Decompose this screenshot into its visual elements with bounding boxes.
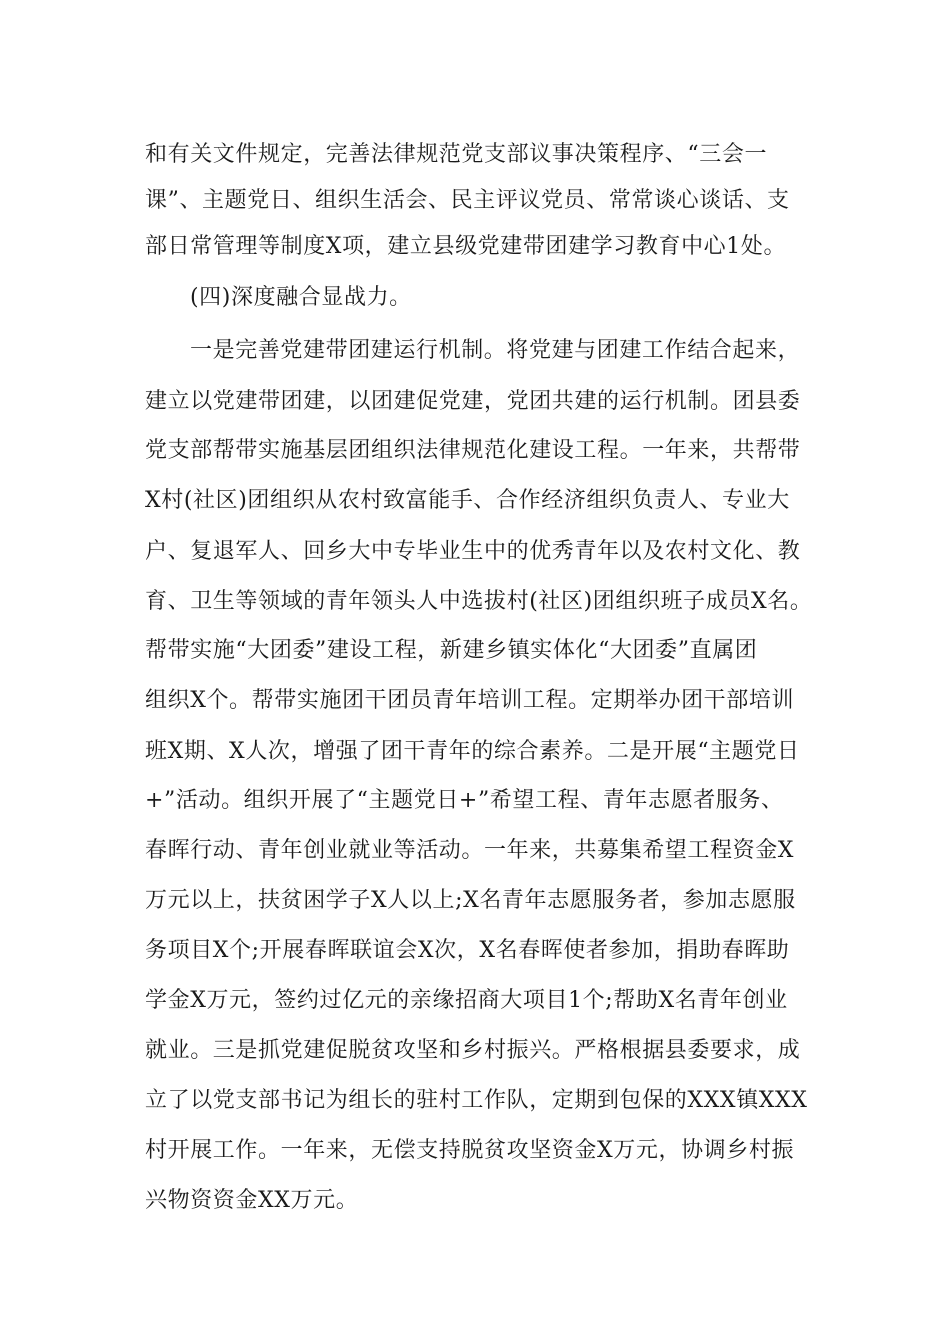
- body-line: 兴物资资金XX万元。: [145, 1188, 359, 1213]
- body-line: X村(社区)团组织从农村致富能手、合作经济组织负责人、专业大: [145, 488, 790, 513]
- body-line: 村开展工作。一年来，无偿支持脱贫攻坚资金X万元，协调乡村振: [145, 1138, 795, 1163]
- body-line: 育、卫生等领域的青年领头人中选拔村(社区)团组织班子成员X名。: [145, 589, 813, 614]
- body-line: 立了以党支部书记为组长的驻村工作队，定期到包保的XXX镇XXX: [145, 1088, 808, 1113]
- body-line: 课”、主题党日、组织生活会、民主评议党员、常常谈心谈话、支: [145, 188, 790, 213]
- body-line: 党支部帮带实施基层团组织法律规范化建设工程。一年来，共帮带: [145, 438, 801, 463]
- body-line: 部日常管理等制度X项，建立县级党建带团建学习教育中心1处。: [145, 234, 787, 259]
- body-line: +”活动。组织开展了“主题党日+”希望工程、青年志愿者服务、: [145, 788, 784, 813]
- body-line: 和有关文件规定，完善法律规范党支部议事决策程序、“三会一: [145, 142, 768, 167]
- body-line: 户、复退军人、回乡大中专毕业生中的优秀青年以及农村文化、教: [145, 539, 801, 564]
- body-line: 班X期、X人次，增强了团干青年的综合素养。二是开展“主题党日: [145, 739, 800, 764]
- body-line: 学金X万元，签约过亿元的亲缘招商大项目1个;帮助X名青年创业: [145, 988, 788, 1013]
- body-line: 春晖行动、青年创业就业等活动。一年来，共募集希望工程资金X: [145, 838, 795, 863]
- body-line: 万元以上，扶贫困学子X人以上;X名青年志愿服务者，参加志愿服: [145, 888, 796, 913]
- paragraph-first-line: 一是完善党建带团建运行机制。将党建与团建工作结合起来，: [190, 338, 801, 363]
- body-line: 就业。三是抓党建促脱贫攻坚和乡村振兴。严格根据县委要求，成: [145, 1038, 801, 1063]
- section-heading: (四)深度融合显战力。: [190, 285, 412, 310]
- body-line: 帮带实施“大团委”建设工程，新建乡镇实体化“大团委”直属团: [145, 638, 758, 663]
- body-line: 建立以党建带团建，以团建促党建，党团共建的运行机制。团县委: [145, 389, 801, 414]
- body-line: 组织X个。帮带实施团干团员青年培训工程。定期举办团干部培训: [145, 688, 795, 713]
- body-line: 务项目X个;开展春晖联谊会X次，X名春晖使者参加，捐助春晖助: [145, 938, 790, 963]
